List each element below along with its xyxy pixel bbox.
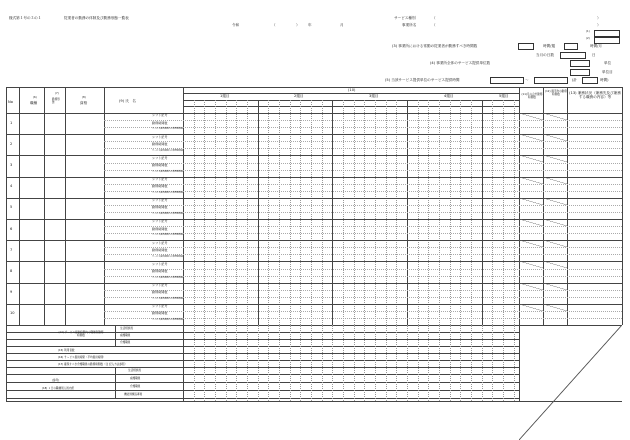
day-divider: [183, 106, 519, 107]
footer-row-line: [6, 379, 519, 383]
diagonal-slash: [519, 113, 543, 120]
date-label: 令和: [232, 23, 240, 27]
week-5: 5週目: [499, 94, 509, 98]
col10-num: (10): [348, 88, 356, 92]
day-line: [396, 325, 397, 401]
diagonal-slash: [519, 240, 543, 247]
row-service-hours-label: サービス提供時間内の勤務時間数: [152, 213, 184, 216]
item17-label: (17) 確保すべき介護職員の勤務時間数（注 記入方法参照）: [58, 363, 128, 366]
diagonal-slash: [543, 240, 567, 247]
col-name: (9) 氏 名: [119, 99, 137, 103]
row-service-hours-label: サービス提供時間内の勤務時間数: [152, 191, 184, 194]
item18-row-2: 看護職員: [130, 377, 141, 380]
sub-row-line: [104, 247, 622, 248]
diagonal-slash: [543, 198, 567, 205]
form-title: 従業者の勤務の体制及び勤務形態一覧表: [64, 16, 129, 20]
footer-row-line: [6, 360, 519, 361]
row-service-hours-label: サービス提供時間内の勤務時間数: [152, 128, 184, 131]
day-line: [194, 325, 195, 401]
day-line: [311, 325, 312, 401]
day-line: [364, 325, 365, 401]
week-4: 4週目: [444, 94, 454, 98]
week-divider: [183, 100, 519, 101]
day-line: [375, 325, 376, 401]
day-line: [460, 325, 461, 401]
diagonal-slash: [519, 261, 543, 268]
week-1: 1週目: [220, 94, 230, 98]
day-line: [450, 325, 451, 401]
col-qualification: 資格: [80, 101, 88, 105]
sub-row-line: [104, 141, 622, 142]
day-line: [322, 325, 323, 401]
footer-row-line: [6, 374, 519, 375]
diagonal-slash: [519, 304, 543, 311]
item18-row-1: 生活相談員: [128, 369, 141, 372]
item14-row-3: 介護職員: [120, 341, 131, 344]
hours-per-month: 時間/月: [590, 44, 602, 48]
footer-col-line: [183, 325, 184, 401]
day-line: [204, 325, 205, 401]
days-label: 当月の日数: [536, 53, 554, 57]
row-hours-label: 勤務時間数: [152, 184, 168, 189]
diagonal-slash: [519, 177, 543, 184]
footer-row-line: [6, 353, 519, 354]
col8-num: (8): [82, 96, 86, 99]
row-number: 4: [10, 184, 13, 189]
item2-label: (2): [586, 37, 590, 40]
footer-row-line: [6, 346, 519, 347]
col7-num: (7): [55, 92, 59, 95]
day-line: [354, 325, 355, 401]
tilde: ～: [525, 78, 529, 82]
sub-row-line: [104, 311, 622, 312]
diagonal-slash: [543, 134, 567, 141]
row-shift-label: シフト記号: [152, 113, 168, 118]
row-number: 10: [10, 311, 15, 316]
office-name-label: 事業所名: [402, 23, 417, 27]
day-line: [428, 325, 429, 401]
column-line: [44, 87, 45, 325]
item4-label: (4) 事業所全体のサービス提供単位数: [430, 61, 491, 65]
sub-row-line: [104, 205, 622, 206]
sub-row-line: [104, 184, 622, 185]
sub-row-line: [104, 226, 622, 227]
day-line: [503, 325, 504, 401]
row-number: 2: [10, 141, 13, 146]
day-line: [386, 325, 387, 401]
row-hours-label: 勤務時間数: [152, 268, 168, 273]
day-line: [439, 325, 440, 401]
row-hours-label: 勤務時間数: [152, 311, 168, 316]
hours-per-week: 時間/週: [543, 44, 555, 48]
day-line: [332, 325, 333, 401]
row-shift-label: シフト記号: [152, 304, 168, 309]
item16-label: (16) サービス提供時間（平均提供時間）: [58, 356, 106, 359]
footer-row-line: [6, 339, 519, 340]
week-2: 2週目: [294, 94, 304, 98]
item5-label: (5) 当該サービス提供単位のサービス提供時間: [385, 78, 460, 82]
item18-note: (参考): [52, 379, 60, 382]
col12-label: (12) 週平均の勤務時間数: [545, 90, 567, 96]
item5-hours: 時間): [600, 78, 609, 82]
item18-label: (18) １日の職種別人員内訳: [42, 387, 75, 390]
column-line: [19, 87, 20, 325]
row-shift-label: シフト記号: [152, 240, 168, 245]
diagonal-slash: [519, 155, 543, 162]
year-paren-open: （: [272, 23, 276, 27]
footer-row-line: [6, 367, 519, 368]
item14-row-1: 生活相談員: [120, 327, 133, 330]
row-shift-label: シフト記号: [152, 134, 168, 139]
year-paren-close: ）: [296, 23, 300, 27]
diagonal-slash: [543, 261, 567, 268]
row-shift-label: シフト記号: [152, 198, 168, 203]
day-line: [514, 325, 515, 401]
footer-col-line: [115, 325, 116, 346]
day-line: [418, 325, 419, 401]
year-label: 年: [308, 23, 312, 27]
diagonal-slash: [543, 155, 567, 162]
diagonal-slash: [519, 219, 543, 226]
sub-row-line: [104, 120, 622, 121]
col-job: 職種: [30, 101, 38, 105]
row-number: 7: [10, 247, 13, 252]
item5-paren: (計: [572, 78, 577, 82]
day-line: [236, 325, 237, 401]
item14-row-2: 看護職員: [120, 334, 131, 337]
row-hours-label: 勤務時間数: [152, 247, 168, 252]
row-number: 5: [10, 205, 13, 210]
row-shift-label: シフト記号: [152, 155, 168, 160]
day-line: [258, 325, 259, 401]
item14-label: (14) サービス提供時間内の職種別勤務時間数: [58, 331, 104, 338]
day-line: [471, 325, 472, 401]
sub-row-line: [104, 269, 622, 270]
item1-label: (1): [586, 30, 590, 33]
day-line: [247, 325, 248, 401]
column-line: [65, 87, 66, 325]
day-line: [215, 325, 216, 401]
row-service-hours-label: サービス提供時間内の勤務時間数: [152, 170, 184, 173]
row-hours-label: 勤務時間数: [152, 120, 168, 125]
row-service-hours-label: サービス提供時間内の勤務時間数: [152, 297, 184, 300]
footer-col-line: [115, 367, 116, 398]
service-type-close: ）: [597, 16, 601, 20]
office-name-close: ）: [597, 23, 601, 27]
row-number: 6: [10, 226, 13, 231]
col11-label: (11)月の合計勤務時間数: [521, 93, 543, 99]
day-line: [226, 325, 227, 401]
service-type-label: サービス種別: [394, 16, 416, 20]
row-shift-label: シフト記号: [152, 283, 168, 287]
footer-row-line: [6, 325, 519, 326]
days-unit: 日: [592, 53, 596, 57]
service-type-open: （: [432, 16, 436, 20]
row-hours-label: 勤務時間数: [152, 205, 168, 210]
diagonal-slash: [543, 283, 567, 290]
diagonal-slash: [543, 177, 567, 184]
item18-row-4: 機能訓練指導員: [124, 393, 143, 396]
day-line: [492, 325, 493, 401]
day-line: [343, 325, 344, 401]
row-hours-label: 勤務時間数: [152, 290, 168, 295]
sub-row-line: [104, 290, 622, 291]
month-label: 月: [340, 23, 344, 27]
row-service-hours-label: サービス提供時間内の勤務時間数: [152, 234, 184, 237]
day-line: [268, 325, 269, 401]
row-service-hours-label: サービス提供時間内の勤務時間数: [152, 255, 184, 258]
row-number: 9: [10, 290, 13, 295]
row-number: 3: [10, 163, 13, 167]
col-no: No: [8, 100, 13, 104]
diagonal-slash: [519, 283, 543, 290]
day-line: [482, 325, 483, 401]
diagonal-slash: [543, 219, 567, 226]
col-work-form: 勤務形態: [52, 98, 60, 104]
row-hours-label: 勤務時間数: [152, 162, 168, 167]
row-hours-label: 勤務時間数: [152, 226, 168, 231]
row-shift-label: シフト記号: [152, 219, 168, 224]
row-service-hours-label: サービス提供時間内の勤務時間数: [152, 149, 184, 152]
diagonal-slash: [543, 113, 567, 120]
week-3: 3週目: [369, 94, 379, 98]
day-line: [279, 325, 280, 401]
diagonal-slash: [519, 198, 543, 205]
table-border-right: [622, 87, 623, 325]
row-shift-label: シフト記号: [152, 261, 168, 266]
day-line: [300, 325, 301, 401]
col10-divider: [183, 93, 519, 94]
item18-row-3: 介護職員: [130, 385, 141, 388]
blank-area-diagonal: [519, 325, 622, 440]
diagonal-slash: [543, 304, 567, 311]
row-hours-label: 勤務時間数: [152, 141, 168, 146]
day-line: [407, 325, 408, 401]
col13-label: (13) 兼務状況（兼務先及び兼務する職務の内容）等: [569, 91, 621, 100]
form-id: 様式第１号の３の１: [9, 16, 42, 20]
row-service-hours-label: サービス提供時間内の勤務時間数: [152, 276, 184, 279]
col6-num: (6): [33, 96, 37, 99]
day-line: [290, 325, 291, 401]
unit-label: 単位: [604, 61, 612, 65]
table-border-top: [6, 87, 622, 88]
row-service-hours-label: サービス提供時間内の勤務時間数: [152, 319, 184, 322]
footer-row-line: [6, 398, 519, 399]
row-number: 8: [10, 269, 13, 273]
row-number: 1: [10, 120, 13, 125]
item3-label: (3) 事業所における常勤の従業者が勤務すべき時間数: [392, 44, 478, 48]
item15-label: (15) 利用者数: [58, 349, 75, 352]
row-shift-label: シフト記号: [152, 177, 168, 181]
unit2-label: 単位目: [602, 70, 613, 74]
diagonal-slash: [519, 134, 543, 141]
sub-row-line: [104, 163, 622, 164]
office-name-open: （: [432, 23, 436, 27]
